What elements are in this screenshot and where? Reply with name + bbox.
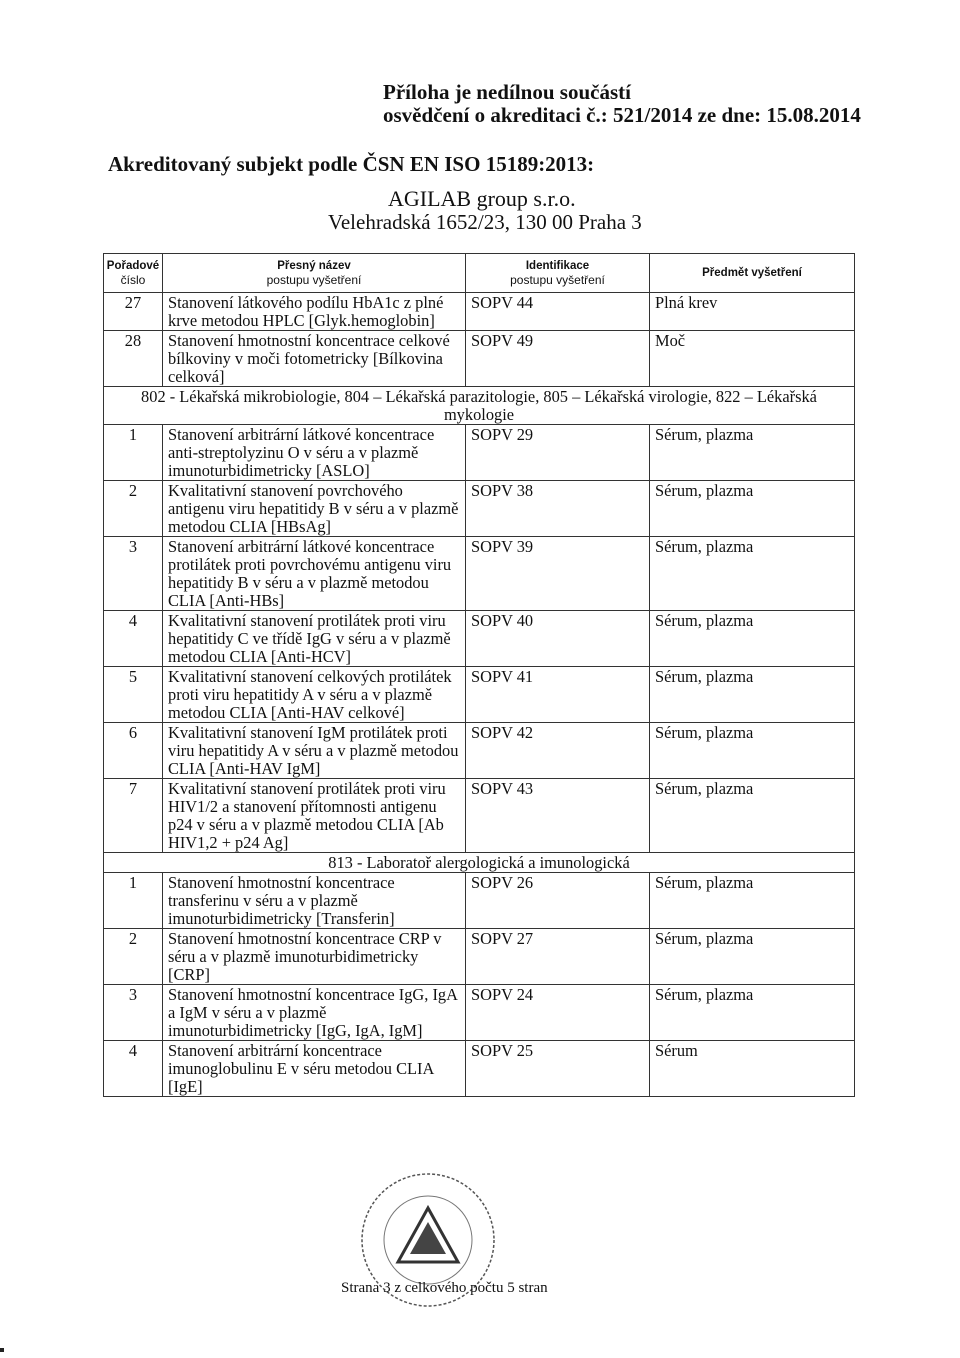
header-accredited-subject: Akreditovaný subjekt podle ČSN EN ISO 15189:2013:	[108, 152, 595, 176]
examination-subject: Sérum	[650, 1041, 855, 1097]
table-row	[104, 873, 855, 929]
accreditation-stamp	[318, 1170, 538, 1330]
section-title-microbiology: 802 - Lékařská mikrobiologie, 804 – Lékařská parazitologie, 805 – Lékařská virologie, 822 – Lékařská mykologie	[104, 387, 855, 425]
table-row	[104, 425, 855, 481]
header-annex-line: Příloha je nedílnou součástí	[383, 80, 631, 104]
procedure-id: SOPV 29	[466, 425, 650, 481]
table-row	[104, 667, 855, 723]
row-number: 2	[104, 481, 163, 537]
table-row	[104, 929, 855, 985]
procedure-name: Stanovení hmotnostní koncentrace celkové bílkoviny v moči fotometricky [Bílkovina celková]	[163, 331, 466, 387]
row-number: 27	[104, 293, 163, 331]
table-row	[104, 611, 855, 667]
procedure-id: SOPV 38	[466, 481, 650, 537]
table-row	[104, 293, 855, 331]
table-row	[104, 985, 855, 1041]
row-number: 2	[104, 929, 163, 985]
table-row	[104, 481, 855, 537]
procedure-id: SOPV 39	[466, 537, 650, 611]
row-number: 28	[104, 331, 163, 387]
procedure-id: SOPV 43	[466, 779, 650, 853]
procedure-id: SOPV 24	[466, 985, 650, 1041]
table-row	[104, 1041, 855, 1097]
procedure-name: Stanovení arbitrární látkové koncentrace anti-streptolyzinu O v séru a v plazmě imunoturbidimetricky [ASLO]	[163, 425, 466, 481]
header-procedure-id: Identifikace postupu vyšetření	[466, 254, 650, 293]
table-row	[104, 723, 855, 779]
procedure-id: SOPV 49	[466, 331, 650, 387]
row-number: 6	[104, 723, 163, 779]
table-row	[104, 331, 855, 387]
procedure-name: Stanovení hmotnostní koncentrace transferinu v séru a v plazmě imunoturbidimetricky [Transferin]	[163, 873, 466, 929]
procedure-name: Stanovení hmotnostní koncentrace CRP v séru a v plazmě imunoturbidimetricky [CRP]	[163, 929, 466, 985]
examination-subject: Plná krev	[650, 293, 855, 331]
row-number: 4	[104, 1041, 163, 1097]
procedure-id: SOPV 40	[466, 611, 650, 667]
procedure-name: Kvalitativní stanovení IgM protilátek proti viru hepatitidy A v séru a v plazmě metodou CLIA [Anti-HAV IgM]	[163, 723, 466, 779]
examination-subject: Sérum, plazma	[650, 667, 855, 723]
row-number: 1	[104, 873, 163, 929]
row-number: 3	[104, 537, 163, 611]
row-number: 3	[104, 985, 163, 1041]
company-address: Velehradská 1652/23, 130 00 Praha 3	[328, 210, 642, 234]
table-header-row	[104, 254, 855, 293]
procedure-name: Kvalitativní stanovení protilátek proti viru hepatitidy C ve třídě IgG v séru a v plazmě metodou CLIA [Anti-HCV]	[163, 611, 466, 667]
examination-subject: Sérum, plazma	[650, 425, 855, 481]
procedure-name: Kvalitativní stanovení protilátek proti viru HIV1/2 a stanovení přítomnosti antigenu p24 v séru a v plazmě metodou CLIA [Ab HIV1,2 + p24 Ag]	[163, 779, 466, 853]
examination-subject: Sérum, plazma	[650, 537, 855, 611]
examination-subject: Sérum, plazma	[650, 929, 855, 985]
procedure-name: Stanovení arbitrární koncentrace imunoglobulinu E v séru metodou CLIA [IgE]	[163, 1041, 466, 1097]
row-number: 5	[104, 667, 163, 723]
company-name: AGILAB group s.r.o.	[388, 186, 576, 211]
procedure-id: SOPV 26	[466, 873, 650, 929]
row-number: 4	[104, 611, 163, 667]
procedure-id: SOPV 44	[466, 293, 650, 331]
scan-mark	[0, 1348, 4, 1352]
row-number: 7	[104, 779, 163, 853]
header-certificate-line: osvědčení o akreditaci č.: 521/2014 ze dne: 15.08.2014	[383, 103, 861, 127]
header-procedure-name: Přesný název postupu vyšetření	[163, 254, 466, 293]
examination-subject: Moč	[650, 331, 855, 387]
table-row	[104, 537, 855, 611]
procedure-id: SOPV 25	[466, 1041, 650, 1097]
section-row	[104, 853, 855, 873]
accreditation-table	[103, 253, 855, 1097]
procedure-name: Stanovení hmotnostní koncentrace IgG, IgA a IgM v séru a v plazmě imunoturbidimetricky [IgG, IgA, IgM]	[163, 985, 466, 1041]
procedure-id: SOPV 27	[466, 929, 650, 985]
header-subject: Předmět vyšetření	[650, 254, 855, 293]
procedure-name: Stanovení arbitrární látkové koncentrace protilátek proti povrchovému antigenu viru hepatitidy B v séru a v plazmě metodou CLIA [Anti-HBs]	[163, 537, 466, 611]
section-title-allergology: 813 - Laboratoř alergologická a imunologická	[104, 853, 855, 873]
procedure-name: Stanovení látkového podílu HbA1c z plné krve metodou HPLC [Glyk.hemoglobin]	[163, 293, 466, 331]
table-row	[104, 779, 855, 853]
examination-subject: Sérum, plazma	[650, 985, 855, 1041]
header-order-number: Pořadové číslo	[104, 254, 163, 293]
examination-subject: Sérum, plazma	[650, 779, 855, 853]
examination-subject: Sérum, plazma	[650, 481, 855, 537]
examination-subject: Sérum, plazma	[650, 723, 855, 779]
examination-subject: Sérum, plazma	[650, 611, 855, 667]
procedure-name: Kvalitativní stanovení celkových protilátek proti viru hepatitidy A v séru a v plazmě metodou CLIA [Anti-HAV celkové]	[163, 667, 466, 723]
row-number: 1	[104, 425, 163, 481]
procedure-id: SOPV 42	[466, 723, 650, 779]
page-number: Strana 3 z celkového počtu 5 stran	[341, 1280, 548, 1296]
examination-subject: Sérum, plazma	[650, 873, 855, 929]
procedure-id: SOPV 41	[466, 667, 650, 723]
procedure-name: Kvalitativní stanovení povrchového antigenu viru hepatitidy B v séru a v plazmě metodou CLIA [HBsAg]	[163, 481, 466, 537]
section-row	[104, 387, 855, 425]
